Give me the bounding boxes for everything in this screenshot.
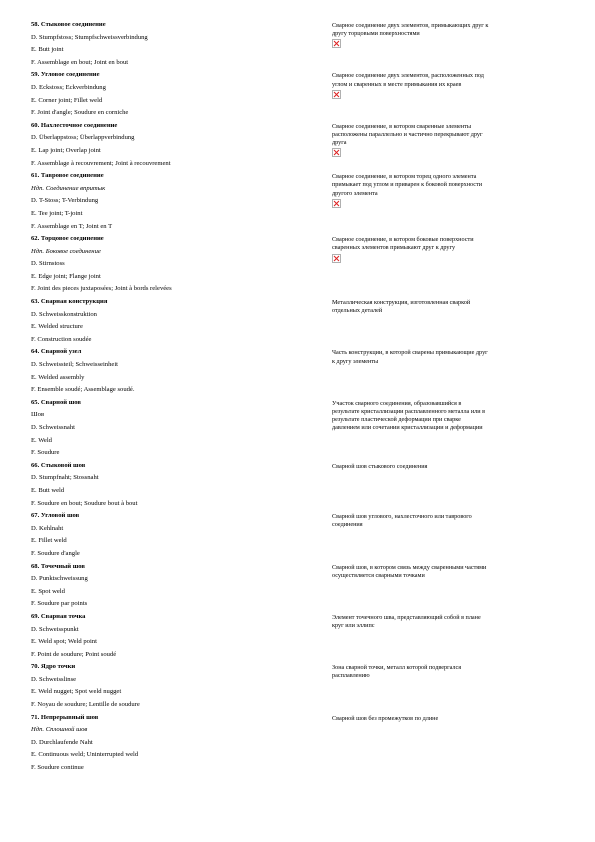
term-heading: 70. Ядро точки bbox=[31, 663, 76, 671]
term-entry bbox=[31, 510, 571, 560]
term-heading: 69. Сварная точка bbox=[31, 612, 86, 620]
term-translation: D. Schweisspunkt bbox=[31, 625, 79, 633]
term-translation: D. Schweissteil; Schweisseinheit bbox=[31, 361, 118, 369]
term-entry bbox=[31, 170, 571, 233]
term-names bbox=[31, 460, 321, 510]
term-names bbox=[31, 561, 321, 611]
definition-line: Зона сварной точки, металл которой подвергался bbox=[332, 664, 462, 672]
term-translation: E. Butt joint bbox=[31, 46, 64, 54]
term-names bbox=[31, 233, 321, 296]
term-translation: Ндп. Сплошной шов bbox=[31, 726, 88, 734]
term-heading: 59. Угловое соединение bbox=[31, 71, 100, 79]
term-entry bbox=[31, 19, 571, 69]
term-definition bbox=[332, 123, 562, 158]
term-definition bbox=[332, 564, 562, 580]
definition-line: Сварное соединение двух элементов, примыкающих друг к bbox=[332, 22, 489, 29]
term-translation: E. Weld nugget; Spot weld nugget bbox=[31, 688, 122, 696]
term-translation: F. Ensemble soudé; Assemblage soudé. bbox=[31, 386, 135, 394]
term-heading: 60. Нахлесточное соединение bbox=[31, 121, 118, 129]
term-definition bbox=[332, 72, 562, 98]
definition-line: круг или эллипс bbox=[332, 622, 375, 630]
term-entry bbox=[31, 296, 571, 346]
term-translation: E. Fillet weld bbox=[31, 537, 67, 545]
definition-line: давлением или сочетании кристаллизации и деформации bbox=[332, 424, 483, 432]
term-translation: E. Welded structure bbox=[31, 323, 83, 331]
term-translation: E. Corner joint; Fillet weld bbox=[31, 96, 103, 104]
term-definition bbox=[332, 349, 562, 365]
term-names bbox=[31, 611, 321, 661]
definition-line: отдельных деталей bbox=[332, 307, 383, 315]
term-entry bbox=[31, 69, 571, 119]
term-heading: 58. Стыковое соединение bbox=[31, 21, 106, 28]
term-translation: E. Lap joint; Overlap joint bbox=[31, 146, 101, 154]
term-entry bbox=[31, 460, 571, 510]
broken-image-icon bbox=[332, 148, 341, 157]
term-translation: D. Stumpfstoss; Stumpfschweissverbindung bbox=[31, 33, 148, 41]
term-entry bbox=[31, 561, 571, 611]
definition-line: Часть конструкции, в которой сварены примыкающие друг bbox=[332, 349, 488, 357]
term-names bbox=[31, 296, 321, 346]
definition-line: сваренных элементов примыкают друг к другу bbox=[332, 244, 456, 252]
definition-line: другу торцовыми поверхностями bbox=[332, 30, 420, 38]
term-heading: 62. Торцовое соединение bbox=[31, 235, 104, 243]
term-names bbox=[31, 346, 321, 396]
term-heading: 63. Сварная конструкция bbox=[31, 298, 108, 306]
term-translation: Ндп. Соединение впритык bbox=[31, 184, 106, 192]
term-definition bbox=[332, 614, 562, 630]
term-translation: E. Continuous weld; Uninterrupted weld bbox=[31, 751, 139, 759]
definition-line: осуществляется сварными точками bbox=[332, 571, 425, 579]
term-translation: F. Noyau de soudure; Lentille de soudure bbox=[31, 701, 140, 709]
term-heading: 68. Точечный шов bbox=[31, 562, 85, 570]
term-heading: 64. Сварной узел bbox=[31, 348, 82, 356]
term-names bbox=[31, 69, 321, 119]
definition-line: соединения bbox=[332, 521, 363, 529]
term-names bbox=[31, 712, 321, 775]
term-translation: E. Welded assembly bbox=[31, 373, 85, 381]
term-translation: Ндп. Боковое соединение bbox=[31, 247, 101, 255]
definition-line: Сварной шов без промежутков по длине bbox=[332, 714, 439, 722]
term-translation: E. Butt weld bbox=[31, 486, 65, 494]
term-translation: F. Assemblage en bout; Joint en bout bbox=[31, 58, 129, 66]
broken-image-icon bbox=[332, 254, 341, 263]
term-entry bbox=[31, 397, 571, 460]
definition-line: Сварное соединение двух элементов, расположенных под bbox=[332, 72, 484, 80]
definition-line: примыкает под углом и приварен к боковой поверхности bbox=[332, 181, 483, 189]
definition-line: Металлическая конструкция, изготовленная сваркой bbox=[332, 299, 471, 307]
term-heading: 65. Сварной шов bbox=[31, 398, 81, 406]
term-translation: D. Schweissnaht bbox=[31, 424, 75, 431]
term-heading: 71. Непрерывный шов bbox=[31, 713, 99, 721]
term-translation: D. Durchlaufende Naht bbox=[31, 738, 93, 746]
term-translation: F. Soudure bbox=[31, 449, 60, 457]
term-translation: D. Stirnstoss bbox=[31, 260, 65, 268]
definition-line: результате пластической деформации при сварке bbox=[332, 416, 461, 424]
definition-line: Сварной шов углового, нахлесточного или таврового bbox=[332, 513, 472, 521]
term-translation: D. Punktschweissung bbox=[31, 575, 88, 583]
broken-image-icon bbox=[332, 199, 341, 208]
term-translation: F. Soudure en bout; Soudure bout à bout bbox=[31, 499, 138, 507]
term-translation: D. Stumpfnaht; Stossnaht bbox=[31, 474, 99, 482]
term-heading: 67. Угловой шов bbox=[31, 512, 80, 520]
term-definition bbox=[332, 664, 562, 680]
term-translation: E. Weld bbox=[31, 436, 52, 444]
term-entry bbox=[31, 346, 571, 396]
term-entry bbox=[31, 120, 571, 170]
term-names bbox=[31, 510, 321, 560]
definition-line: к другу элементы bbox=[332, 357, 379, 365]
definition-line: Элемент точечного шва, представляющий собой в плане bbox=[332, 613, 481, 621]
definition-line: Сварной шов, в котором связь между сваренными частями bbox=[332, 563, 487, 571]
definition-line: Сварное соединение, в котором торец одного элемента bbox=[332, 173, 477, 181]
term-translation: D. Kehlnaht bbox=[31, 524, 64, 532]
term-translation: F. Soudure d'angle bbox=[31, 549, 80, 557]
term-definition bbox=[332, 463, 562, 471]
term-translation: D. T-Stoss; T-Verbindung bbox=[31, 197, 99, 205]
definition-line: другого элемента bbox=[332, 189, 378, 197]
term-names bbox=[31, 19, 321, 69]
term-translation: D. Überlappstoss; Überlappverbindung bbox=[31, 134, 135, 142]
term-translation: F. Joint des pieces juxtaposées; Joint à bords relevées bbox=[31, 285, 172, 293]
definition-line: результате кристаллизации расплавленного металла или в bbox=[332, 408, 486, 416]
definition-line: друга bbox=[332, 139, 347, 147]
term-entry bbox=[31, 233, 571, 296]
term-entry bbox=[31, 611, 571, 661]
broken-image-icon bbox=[332, 90, 341, 99]
term-translation: E. Weld spot; Weld point bbox=[31, 638, 97, 646]
term-names bbox=[31, 397, 321, 460]
term-translation: F. Construction soudée bbox=[31, 335, 92, 343]
definition-line: Сварной шов стыкового соединения bbox=[332, 462, 428, 470]
broken-image-icon bbox=[332, 39, 341, 48]
term-translation: F. Joint d'angle; Soudure en corniche bbox=[31, 109, 129, 117]
term-definition bbox=[332, 173, 562, 208]
term-translation: F. Assemblage à recouvrement; Joint à recouvrement bbox=[31, 159, 171, 167]
term-translation: D. Schweisslinse bbox=[31, 675, 77, 683]
term-translation: E. Spot weld bbox=[31, 587, 65, 595]
term-definition bbox=[332, 22, 562, 48]
term-definition bbox=[332, 513, 562, 529]
term-heading: 61. Тавровое соединение bbox=[31, 172, 104, 180]
term-translation: F. Soudure par points bbox=[31, 600, 88, 608]
term-definition bbox=[332, 400, 562, 433]
term-names bbox=[31, 661, 321, 711]
term-definition bbox=[332, 715, 562, 723]
term-translation: F. Soudure continue bbox=[31, 764, 84, 772]
definition-line: Участок сварного соединения, образовавшийся в bbox=[332, 399, 462, 407]
term-heading: 66. Стыковой шов bbox=[31, 461, 86, 469]
term-definition bbox=[332, 299, 562, 315]
definition-line: расплавлению bbox=[332, 672, 370, 680]
term-translation: E. Edge joint; Flange joint bbox=[31, 272, 101, 280]
term-names bbox=[31, 170, 321, 233]
term-translation: F. Assemblage en T; Joint en T bbox=[31, 222, 113, 230]
definition-line: расположены параллельно и частично перекрывают друг bbox=[332, 130, 483, 138]
term-entry bbox=[31, 661, 571, 711]
term-translation: D. Schweisskonstruktion bbox=[31, 310, 97, 318]
term-entry bbox=[31, 712, 571, 775]
term-definition bbox=[332, 236, 562, 262]
definition-line: углом и сваренных в месте примыкания их краев bbox=[332, 80, 462, 88]
definition-line: Сварное соединение, в котором боковые поверхности bbox=[332, 236, 474, 244]
definition-line: Сварное соединение, в котором сваренные элементы bbox=[332, 122, 472, 130]
term-names bbox=[31, 120, 321, 170]
term-translation: Шов bbox=[31, 411, 45, 419]
term-translation: E. Tee joint; T-joint bbox=[31, 209, 83, 217]
document-page bbox=[31, 19, 571, 775]
term-translation: D. Eckstoss; Eckverbindung bbox=[31, 83, 106, 91]
term-translation: F. Point de soudure; Point soudé bbox=[31, 650, 117, 658]
